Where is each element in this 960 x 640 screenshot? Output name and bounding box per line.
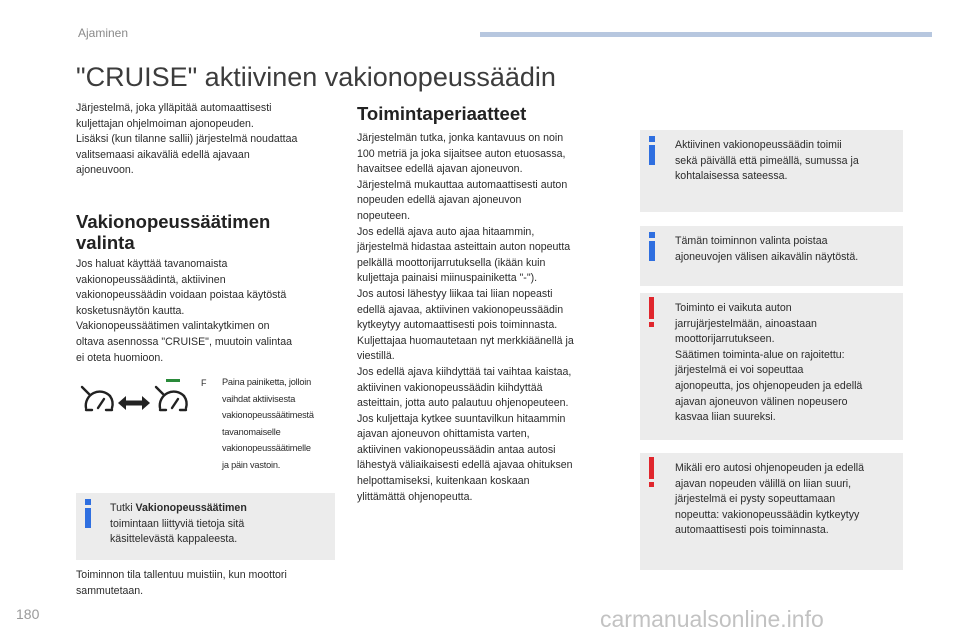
info-box-display-text: Tämän toiminnon valinta poistaa ajoneuvojen välisen aikavälin näytöstä. [675,235,859,263]
warning-box-braking [640,293,903,440]
section-label: Ajaminen [78,26,129,40]
info-box-see-cruise [76,493,335,560]
header-bar [480,32,932,37]
warning-box-speed-difference-text: Mikäli ero autosi ohjenopeuden ja edellä ajavan nopeuden välillä on liian suuri, järjestelmä ei pysty sopeuttamaan nopeutta: vakionopeussäädin kytkeytyy automaattisesti pois toiminnasta. [675,462,865,537]
page-title: "CRUISE" aktiivinen vakionopeussäädin [76,62,556,92]
selection-body-text: Jos haluat käyttää tavanomaista vakionopeussäädintä, aktiivinen vakionopeussäädin voidaan poistaa käytöstä kosketusnäytön kautta. Vakionopeussäätimen valintakytkimen on oltava asennossa "CRUISE", muutoin valintaa ei oteta huomioon. [76,258,292,364]
info-icon [648,136,658,166]
bullet-marker: F [201,378,207,388]
double-arrow-icon [118,396,150,410]
page-number: 180 [16,606,40,622]
selector-button-mark [166,379,180,382]
illustration-caption: Paina painiketta, jolloin vaihdat aktiivisesta vakionopeussäätimestä tavanomaiselle vakionopeussäätimelle ja päin vastoin. [222,377,314,470]
intro-text: Järjestelmä, joka ylläpitää automaattisesti kuljettajan ohjelmoiman ajonopeuden. Lisäksi (kun tilanne sallii) järjestelmä noudattaa valitsemaasi aikaväliä edellä ajavaan ajoneuvoon. [76,102,298,177]
section-heading-selection: Vakionopeussäätimen valinta [76,211,271,253]
info-box-rest: toimintaan liittyviä tietoja sitä käsittelevästä kappaleesta. [110,517,245,546]
warning-icon [647,457,657,489]
info-box-conditions-text: Aktiivinen vakionopeussäädin toimii sekä päivällä että pimeällä, sumussa ja kohtalaisessa sateessa. [675,139,859,183]
speedometer-icon [82,387,113,410]
memory-note: Toiminnon tila tallentuu muistiin, kun moottori sammutetaan. [76,569,287,597]
warning-box-braking-text: Toiminto ei vaikuta auton jarrujärjestelmään, ainoastaan moottorijarrutukseen. Säätimen toiminta-alue on rajoitettu: järjestelmä ei voi sopeuttaa ajonopeutta, jos ohjenopeuden ja edellä ajavan ajoneuvon välinen nopeusero kasvaa liian suureksi. [675,302,863,424]
info-icon [648,232,658,262]
warning-icon [647,297,657,329]
watermark: carmanualsonline.info [600,606,824,632]
info-box-display [640,226,903,286]
section-heading-principles: Toimintaperiaatteet [357,103,527,124]
warning-box-speed-difference [640,453,903,570]
info-box-text [110,501,330,548]
adaptive-speedometer-icon [156,387,187,410]
cruise-switch-illustration [76,375,196,425]
info-box-bold: Vakionopeussäätimen [135,502,247,514]
info-box-conditions [640,130,903,212]
info-box-prefix: Tutki [110,502,136,514]
info-icon [84,499,94,529]
principles-body-text: Järjestelmän tutka, jonka kantavuus on noin 100 metriä ja joka sijaitsee auton etuosassa, havaitsee edellä ajavan ajoneuvon. Järjestelmä mukauttaa automaattisesti auton nopeuden edellä ajavan ajoneuvon nopeuteen. Jos edellä ajava auto ajaa hitaammin, järjestelmä hidastaa asteittain auton nopeutta pelkällä moottorijarrutuksella (ikään kuin kuljettaja painaisi miinuspainiketta "-"). Jos autosi lähestyy liikaa tai liian nopeasti edellä ajavaa, aktiivinen vakionopeussäädin kytkeytyy automaattisesti pois toiminnasta. Kuljettajaa huomautetaan nyt merkkiäänellä ja viestillä. Jos edellä ajava kiihdyttää tai vaihtaa kaistaa, aktiivinen vakionopeussäädin kiihdyttää asteittain, jotta auto palautuu ohjenopeuteen. Jos kuljettaja kytkee suuntavilkun hitaammin ajavan ajoneuvon ohittamista varten, aktiivinen vakionopeussäädin antaa autosi lähestyä väliaikaisesti edellä ajavaa ohituksen helpottamiseksi, kuitenkaan koskaan ylittämättä ohjenopeutta. [357,132,574,503]
